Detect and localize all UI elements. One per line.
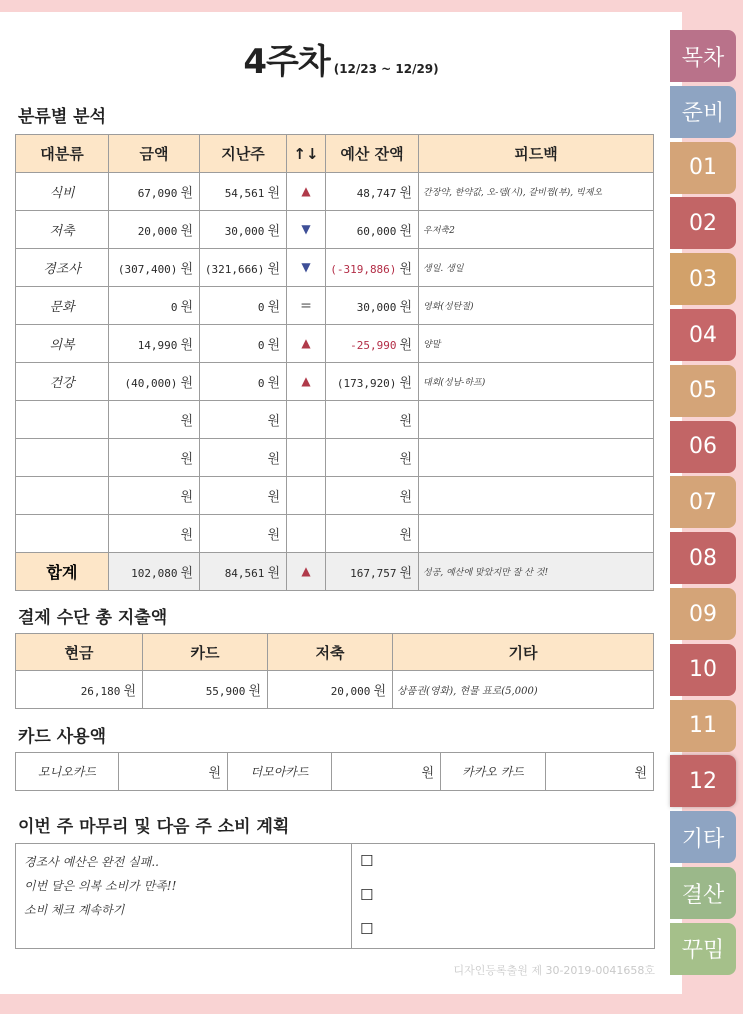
payment-header-other: 기타 <box>393 634 654 671</box>
tab-label: 목차 <box>681 45 725 71</box>
budget-cell[interactable] <box>326 249 419 287</box>
won-unit: 원 <box>180 452 193 467</box>
last-week-cell[interactable] <box>200 401 287 439</box>
won-unit: 원 <box>267 528 280 543</box>
payment-savings-value: 20,000 <box>330 685 371 698</box>
total-amount-cell-value: 102,080 <box>131 567 178 580</box>
won-unit: 원 <box>180 414 193 429</box>
budget-cell-value: 60,000 <box>356 225 397 238</box>
won-unit: 원 <box>267 300 280 315</box>
tab-10[interactable] <box>670 588 736 640</box>
payment-table <box>15 633 654 709</box>
amount-cell[interactable] <box>109 401 200 439</box>
category-row <box>16 477 654 515</box>
amount-cell[interactable] <box>109 287 200 325</box>
category-name: 건강 <box>16 363 109 401</box>
card-amount-2[interactable] <box>332 753 441 791</box>
won-unit: 원 <box>267 338 280 353</box>
category-name: 문화 <box>16 287 109 325</box>
category-row <box>16 287 654 325</box>
category-row <box>16 249 654 287</box>
total-row <box>16 553 654 591</box>
won-unit: 원 <box>267 186 280 201</box>
payment-header-cash: 현금 <box>16 634 143 671</box>
plan-note: 소비 체크 계속하기 <box>24 903 125 917</box>
trend-cell <box>287 401 326 439</box>
last-week-cell[interactable] <box>200 287 287 325</box>
trend-cell <box>287 249 326 287</box>
won-unit: 원 <box>399 262 412 277</box>
tab-3[interactable] <box>670 197 736 249</box>
tab-label: 05 <box>689 378 717 404</box>
budget-cell-value: (-319,886) <box>330 263 397 276</box>
budget-cell-value: 30,000 <box>356 301 397 314</box>
category-name: 경조사 <box>16 249 109 287</box>
trend-cell <box>287 287 326 325</box>
feedback-cell[interactable] <box>419 401 654 439</box>
category-name: 식비 <box>16 173 109 211</box>
budget-cell[interactable] <box>326 363 419 401</box>
tab-label: 꾸밈 <box>681 938 725 964</box>
tab-label: 06 <box>689 434 717 460</box>
tab-0[interactable] <box>670 30 736 82</box>
won-unit: 원 <box>180 528 193 543</box>
won-unit: 원 <box>180 262 193 277</box>
tab-1[interactable] <box>670 86 736 138</box>
tab-16[interactable] <box>670 923 736 975</box>
category-row <box>16 325 654 363</box>
category-table <box>15 134 654 591</box>
last-week-cell-value: 30,000 <box>224 225 265 238</box>
trend-up-icon: ▲ <box>301 336 311 350</box>
budget-cell[interactable] <box>326 477 419 515</box>
category-name <box>16 439 109 477</box>
tab-label: 기타 <box>681 826 725 852</box>
won-unit: 원 <box>267 414 280 429</box>
feedback-cell[interactable]: 생일. 생일 <box>419 249 654 287</box>
tab-6[interactable] <box>670 365 736 417</box>
won-unit: 원 <box>399 338 412 353</box>
card-name-1: 모니오카드 <box>16 753 119 791</box>
won-unit: 원 <box>267 452 280 467</box>
tab-label: 02 <box>689 210 717 236</box>
trend-up-icon: ▲ <box>301 374 311 388</box>
won-unit: 원 <box>180 224 193 239</box>
tab-9[interactable] <box>670 532 736 584</box>
tab-label: 준비 <box>681 101 725 127</box>
tab-label: 07 <box>689 489 717 515</box>
trend-cell <box>287 173 326 211</box>
tab-label: 10 <box>689 657 717 683</box>
tab-7[interactable] <box>670 421 736 473</box>
total-label: 합계 <box>16 553 109 591</box>
last-week-cell-value: 0 <box>257 377 265 390</box>
last-week-cell[interactable] <box>200 325 287 363</box>
tab-label: 결산 <box>681 882 725 908</box>
plan-note: 경조사 예산은 완전 실패.. <box>24 855 159 869</box>
header-budget: 예산 잔액 <box>326 135 419 173</box>
trend-cell <box>287 515 326 553</box>
tab-4[interactable] <box>670 253 736 305</box>
category-row <box>16 173 654 211</box>
total-amount-cell[interactable] <box>109 553 200 591</box>
category-section-title: 분류별 분석 <box>18 107 107 127</box>
trend-up-icon: ▲ <box>301 564 311 578</box>
trend-cell <box>287 325 326 363</box>
amount-cell[interactable] <box>109 211 200 249</box>
tab-12[interactable] <box>670 700 736 752</box>
tab-label: 08 <box>689 545 717 571</box>
won-unit: 원 <box>267 376 280 391</box>
category-name <box>16 401 109 439</box>
tab-13[interactable] <box>670 755 736 807</box>
last-week-cell[interactable] <box>200 211 287 249</box>
won-unit: 원 <box>267 262 280 277</box>
category-name <box>16 477 109 515</box>
budget-cell-value: 48,747 <box>356 187 397 200</box>
last-week-cell[interactable] <box>200 363 287 401</box>
header-category: 대분류 <box>16 135 109 173</box>
payment-cash-cell[interactable] <box>16 671 143 709</box>
total-last-week-cell-value: 84,561 <box>224 567 265 580</box>
category-name: 의복 <box>16 325 109 363</box>
amount-cell[interactable] <box>109 325 200 363</box>
tab-15[interactable] <box>670 867 736 919</box>
last-week-cell-value: 0 <box>257 339 265 352</box>
budget-cell[interactable] <box>326 401 419 439</box>
won-unit: 원 <box>267 566 280 581</box>
won-unit: 원 <box>180 186 193 201</box>
payment-card-value: 55,900 <box>205 685 246 698</box>
feedback-cell[interactable] <box>419 477 654 515</box>
won-unit: 원 <box>399 376 412 391</box>
trend-cell <box>287 477 326 515</box>
week-range: (12/23 ~ 12/29) <box>333 62 439 76</box>
feedback-cell[interactable]: 대회(성남-하프) <box>419 363 654 401</box>
won-unit: 원 <box>180 300 193 315</box>
amount-cell[interactable] <box>109 439 200 477</box>
week-title: 4주차 <box>243 42 330 82</box>
category-row <box>16 401 654 439</box>
plan-checkbox-2[interactable]: ☐ <box>360 886 374 904</box>
last-week-cell[interactable] <box>200 173 287 211</box>
last-week-cell[interactable] <box>200 515 287 553</box>
last-week-cell-value: 54,561 <box>224 187 265 200</box>
last-week-cell[interactable] <box>200 249 287 287</box>
card-name-3: 카카오 카드 <box>441 753 546 791</box>
plan-section-title: 이번 주 마무리 및 다음 주 소비 계획 <box>18 817 290 837</box>
amount-cell-value: 67,090 <box>137 187 178 200</box>
won-unit: 원 <box>399 490 412 505</box>
last-week-cell-value: (321,666) <box>204 263 265 276</box>
tab-8[interactable] <box>670 476 736 528</box>
page-title <box>0 34 682 83</box>
header-amount: 금액 <box>109 135 200 173</box>
design-registration-notice: 디자인등록출원 제 30-2019-0041658호 <box>453 964 655 977</box>
feedback-cell[interactable] <box>419 515 654 553</box>
category-row <box>16 211 654 249</box>
budget-cell[interactable] <box>326 211 419 249</box>
header-trend: ↑↓ <box>287 135 326 173</box>
amount-cell-value: 0 <box>170 301 178 314</box>
won-unit: 원 <box>399 528 412 543</box>
last-week-cell-value: 0 <box>257 301 265 314</box>
total-feedback-cell[interactable]: 성공, 예산에 맞았지만 잘 산 것! <box>419 553 654 591</box>
budget-cell[interactable] <box>326 515 419 553</box>
total-budget-cell-value: 167,757 <box>350 567 397 580</box>
won-unit: 원 <box>373 684 386 699</box>
won-unit: 원 <box>208 766 221 781</box>
won-unit: 원 <box>267 490 280 505</box>
won-unit: 원 <box>399 186 412 201</box>
amount-cell-value: (40,000) <box>124 377 178 390</box>
won-unit: 원 <box>421 766 434 781</box>
won-unit: 원 <box>399 566 412 581</box>
category-name <box>16 515 109 553</box>
budget-cell[interactable] <box>326 173 419 211</box>
feedback-cell[interactable]: 우저축2 <box>419 211 654 249</box>
amount-cell[interactable] <box>109 363 200 401</box>
plan-note: 이번 달은 의복 소비가 만족!! <box>24 879 177 893</box>
card-table <box>15 752 654 791</box>
card-name-2: 더모아카드 <box>228 753 332 791</box>
won-unit: 원 <box>180 566 193 581</box>
won-unit: 원 <box>267 224 280 239</box>
won-unit: 원 <box>180 490 193 505</box>
amount-cell[interactable] <box>109 515 200 553</box>
won-unit: 원 <box>180 376 193 391</box>
budget-cell[interactable] <box>326 439 419 477</box>
header-feedback: 피드백 <box>419 135 654 173</box>
won-unit: 원 <box>399 452 412 467</box>
payment-cash-value: 26,180 <box>80 685 121 698</box>
amount-cell[interactable] <box>109 477 200 515</box>
budget-cell-value: -25,990 <box>350 339 397 352</box>
payment-other-cell[interactable]: 상품권(영화), 현물 표로(5,000) <box>393 671 654 709</box>
amount-cell[interactable] <box>109 173 200 211</box>
won-unit: 원 <box>248 684 261 699</box>
amount-cell[interactable] <box>109 249 200 287</box>
total-budget-cell[interactable] <box>326 553 419 591</box>
won-unit: 원 <box>399 414 412 429</box>
tab-label: 04 <box>689 322 717 348</box>
tab-label: 03 <box>689 266 717 292</box>
tab-label: 12 <box>689 768 717 794</box>
total-last-week-cell[interactable] <box>200 553 287 591</box>
won-unit: 원 <box>180 338 193 353</box>
tab-label: 11 <box>689 713 717 739</box>
won-unit: 원 <box>399 300 412 315</box>
last-week-cell[interactable] <box>200 477 287 515</box>
trend-down-icon: ▼ <box>301 260 311 274</box>
payment-card-cell[interactable] <box>143 671 268 709</box>
plan-checkbox-1[interactable]: ☐ <box>360 852 374 870</box>
feedback-cell[interactable] <box>419 439 654 477</box>
feedback-cell[interactable]: 양말 <box>419 325 654 363</box>
tab-label: 09 <box>689 601 717 627</box>
tab-2[interactable] <box>670 142 736 194</box>
budget-cell[interactable] <box>326 287 419 325</box>
category-name: 저축 <box>16 211 109 249</box>
plan-checkbox-3[interactable]: ☐ <box>360 920 374 938</box>
amount-cell-value: (307,400) <box>117 263 178 276</box>
trend-cell <box>287 211 326 249</box>
plan-memo-box <box>15 843 655 949</box>
tab-5[interactable] <box>670 309 736 361</box>
tab-14[interactable] <box>670 811 736 863</box>
category-row <box>16 439 654 477</box>
category-row <box>16 363 654 401</box>
card-amount-1[interactable] <box>119 753 228 791</box>
trend-cell <box>287 553 326 591</box>
tab-label: 01 <box>689 155 717 181</box>
card-amount-3[interactable] <box>546 753 654 791</box>
trend-up-icon: ▲ <box>301 184 311 198</box>
won-unit: 원 <box>123 684 136 699</box>
feedback-cell[interactable]: 영화(성탄절) <box>419 287 654 325</box>
trend-down-icon: ▼ <box>301 222 311 236</box>
last-week-cell[interactable] <box>200 439 287 477</box>
trend-equal-icon: = <box>300 297 312 314</box>
payment-savings-cell[interactable] <box>268 671 393 709</box>
feedback-cell[interactable]: 간장약, 한약값, 오-뎀(시), 갈비찜(부), 빅제오 <box>419 173 654 211</box>
budget-cell[interactable] <box>326 325 419 363</box>
won-unit: 원 <box>399 224 412 239</box>
tab-11[interactable] <box>670 644 736 696</box>
budget-cell-value: (173,920) <box>336 377 397 390</box>
trend-cell <box>287 439 326 477</box>
plan-notes[interactable] <box>16 844 352 948</box>
payment-section-title: 결제 수단 총 지출액 <box>18 608 168 628</box>
amount-cell-value: 20,000 <box>137 225 178 238</box>
header-last-week: 지난주 <box>200 135 287 173</box>
payment-header-card: 카드 <box>143 634 268 671</box>
card-section-title: 카드 사용액 <box>18 727 107 747</box>
category-row <box>16 515 654 553</box>
trend-cell <box>287 363 326 401</box>
payment-header-savings: 저축 <box>268 634 393 671</box>
amount-cell-value: 14,990 <box>137 339 178 352</box>
won-unit: 원 <box>634 766 647 781</box>
